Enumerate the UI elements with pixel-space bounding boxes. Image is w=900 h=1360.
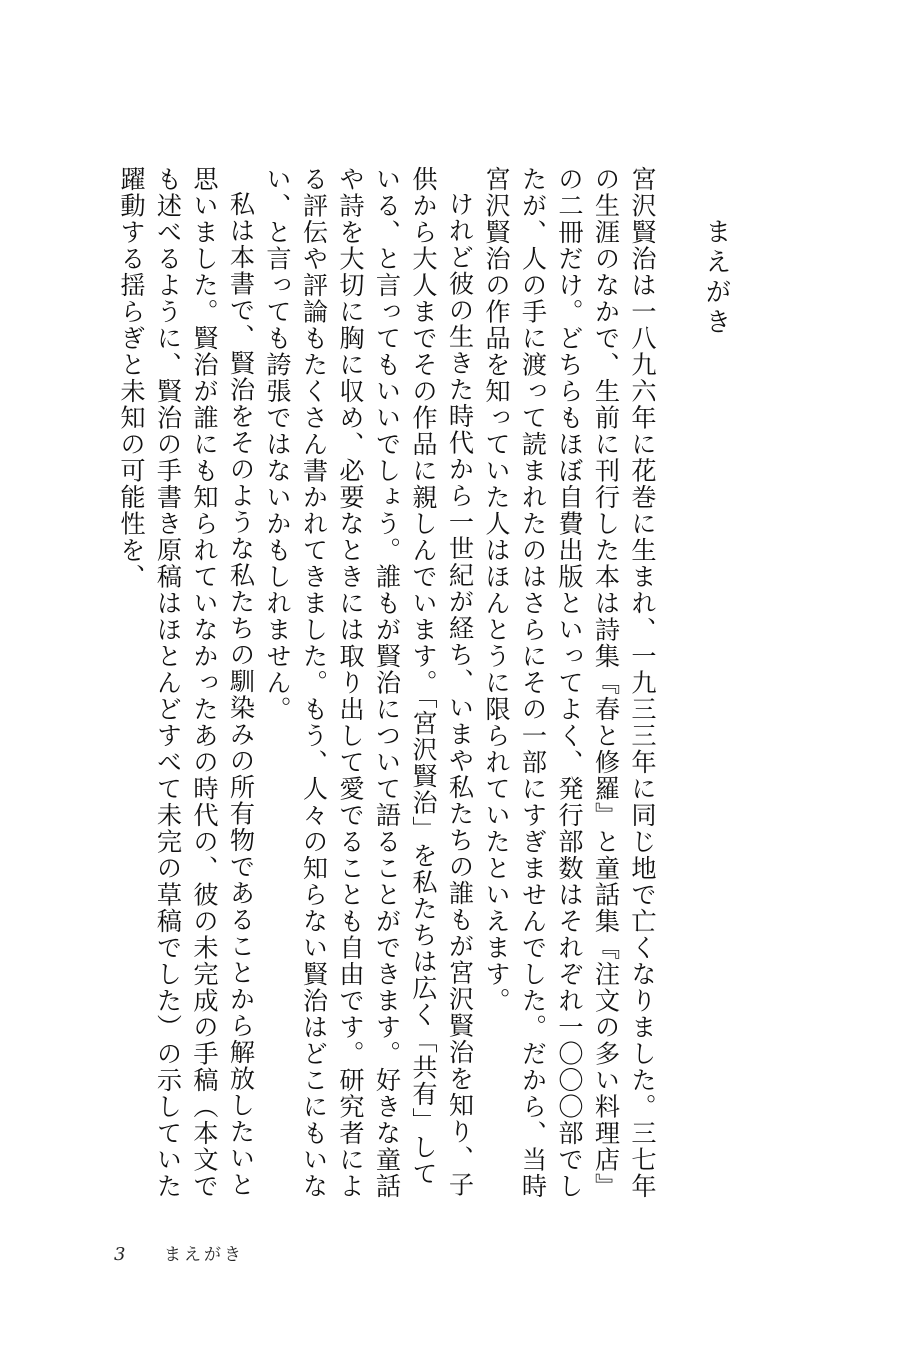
paragraph: けれど彼の生きた時代から一世紀が経ち、いまや私たちの誰もが宮沢賢治を知り、子供から大人までその作品に親しんでいます。「宮沢賢治」を私たちは広く「共有」している、と言ってもいいでしょう。誰もが賢治について語ることができます。好きな童話や詩を大切に胸に収め、必要なときには取り出して愛でることも自由です。研究者による評伝や評論もたくさん書かれてきました。もう、人々の知らない賢治はどこにもいない、と言っても誇張ではないかもしれません。 (263, 166, 475, 1200)
body-text (112, 166, 660, 1206)
page-number: 3 (114, 1244, 126, 1265)
chapter-title: まえがき (701, 218, 731, 338)
page-footer (114, 1240, 244, 1268)
paragraph: 私は本書で、賢治をそのような私たちの馴染みの所有物であることから解放したいと思いました。賢治が誰にも知られていなかったあの時代の、彼の未完成の手稿（本文でも述べるように、賢治の手書き原稿はほとんどすべて未完の草稿でした）の示していた躍動する揺らぎと未知の可能性を、 (117, 166, 256, 1200)
running-head: まえがき (164, 1245, 244, 1265)
paragraph: 宮沢賢治は一八九六年に花巻に生まれ、一九三三年に同じ地で亡くなりました。三七年の生涯のなかで、生前に刊行した本は詩集『春と修羅』と童話集『注文の多い料理店』の二冊だけ。どちらもほぼ自費出版といってよく、発行部数はそれぞれ一〇〇〇部でしたが、人の手に渡って読まれたのはさらにその一部にすぎませんでした。だから、当時宮沢賢治の作品を知っていた人はほんとうに限られていたといえます。 (482, 166, 657, 1200)
